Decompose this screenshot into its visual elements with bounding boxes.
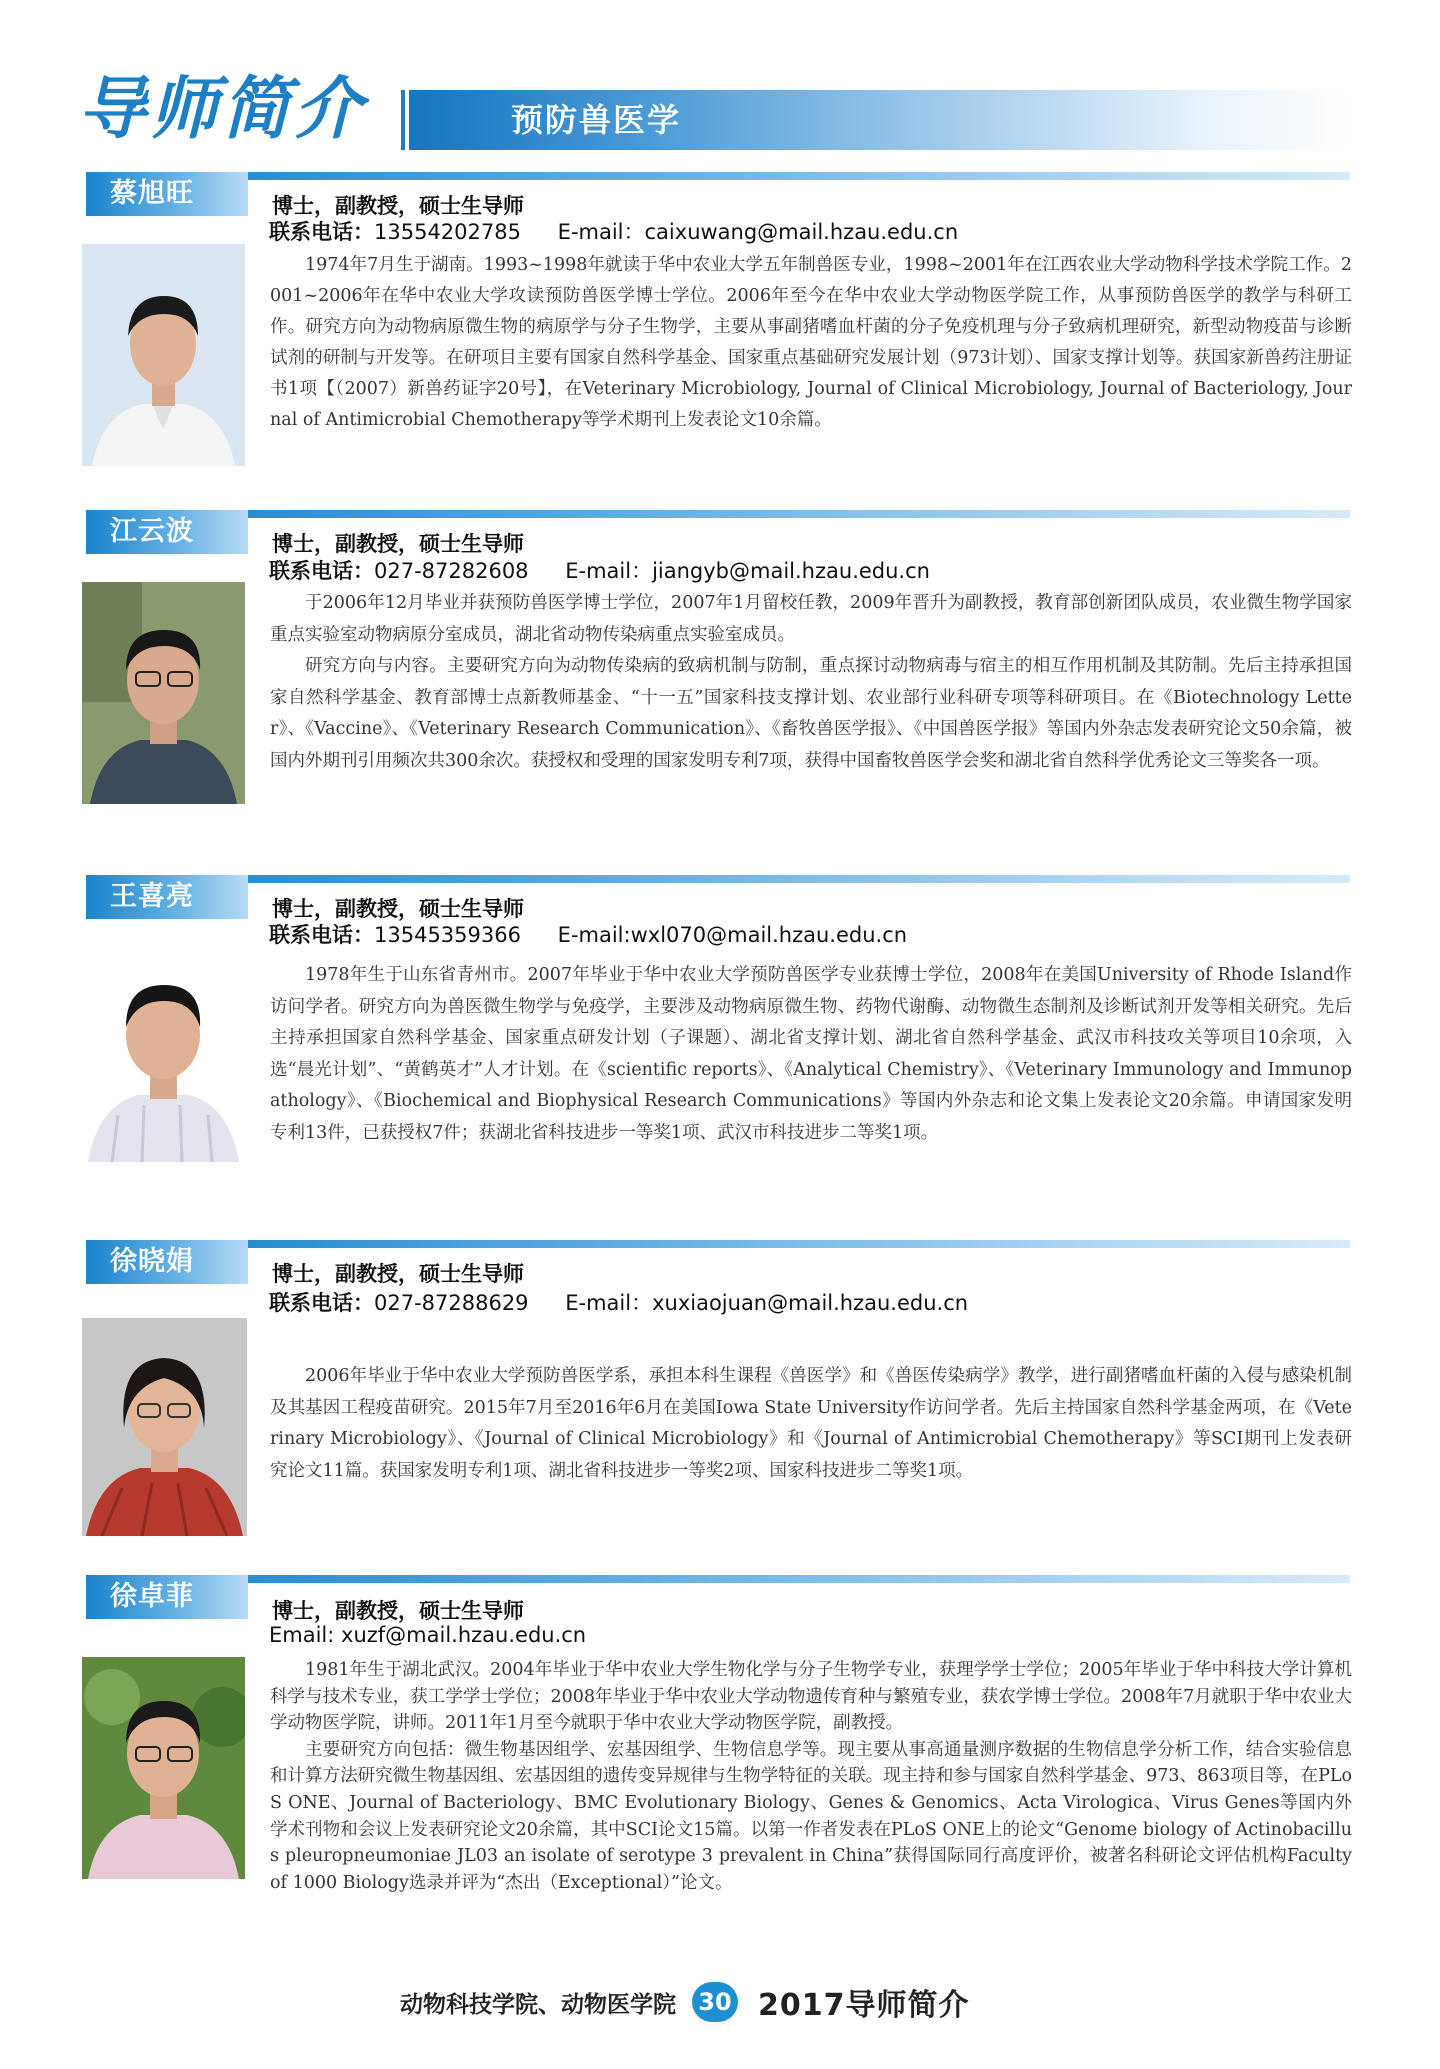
advisor-contact	[269, 216, 958, 246]
page-header	[78, 70, 1353, 150]
phone-label: 联系电话：	[269, 923, 374, 947]
portrait-photo	[82, 582, 245, 804]
advisor-bio	[270, 250, 1352, 436]
advisor-name: 蔡旭旺	[86, 172, 248, 216]
entry-rule	[184, 875, 1350, 883]
entry-rule	[184, 172, 1350, 180]
entry-rule	[184, 1575, 1350, 1583]
entry-rule	[184, 1240, 1350, 1248]
advisor-contact	[269, 555, 930, 585]
advisor-entry	[0, 1240, 1440, 1560]
bio-paragraph: 研究方向与内容。主要研究方向为动物传染病的致病机制与防制，重点探讨动物病毒与宿主的相互作用机制及其防制。先后主持承担国家自然科学基金、教育部博士点新教师基金、“十一五”国家科技支撑计划、农业部行业科研专项等科研项目。在《Biotechnology Letter》、《Vaccine》、《Veterinary Research Communication》、《畜牧兽医学报》、《中国兽医学报》等国内外杂志发表研究论文50余篇，被国内外期刊引用频次共300余次。获授权和受理的国家发明专利7项，获得中国畜牧兽医学会奖和湖北省自然科学优秀论文三等奖各一项。	[270, 656, 1352, 771]
portrait-photo	[82, 1657, 245, 1879]
portrait-photo	[82, 244, 245, 466]
advisor-contact	[269, 919, 907, 949]
advisor-name: 徐晓娟	[86, 1240, 248, 1284]
email-label: Email:	[269, 1623, 342, 1647]
page-footer	[0, 1980, 1440, 2028]
entry-rule	[184, 510, 1350, 518]
advisor-title: 博士，副教授，硕士生导师	[272, 1262, 524, 1286]
phone-number: 027-87282608	[374, 559, 529, 583]
email-address[interactable]: wxl070@mail.hzau.edu.cn	[630, 923, 908, 947]
advisor-bio	[270, 1361, 1352, 1487]
portrait-photo	[82, 1318, 247, 1536]
email-address[interactable]: jiangyb@mail.hzau.edu.cn	[652, 559, 930, 583]
email-label: E-mail:	[557, 923, 631, 947]
email-address[interactable]: xuxiaojuan@mail.hzau.edu.cn	[652, 1291, 969, 1315]
advisor-bio	[270, 1657, 1352, 1896]
phone-number: 13545359366	[374, 923, 521, 947]
advisor-name: 徐卓菲	[86, 1575, 248, 1619]
portrait-photo	[82, 582, 245, 804]
bio-paragraph: 主要研究方向包括：微生物基因组学、宏基因组学、生物信息学等。现主要从事高通量测序数据的生物信息学分析工作，结合实验信息和计算方法研究微生物基因组、宏基因组的遗传变异规律与生物学特征的关联。现主持和参与国家自然科学基金、973、863项目等，在PLoS ONE、Journal of Bacteriology、BMC Evolutionary Biology、Genes & Genomics、Acta Virologica、Virus Genes等国内外学术刊物和会议上发表研究论文20余篇，其中SCI论文15篇。以第一作者发表在PLoS ONE上的论文“Genome biology of Actinobacillus pleuropneumoniae JL03 an isolate of serotype 3 prevalent in China”获得国际同行高度评价，被著名科研论文评估机构Faculty of 1000 Biology选录并评为“杰出（Exceptional）”论文。	[270, 1739, 1352, 1893]
portrait-photo	[82, 1657, 245, 1879]
bio-paragraph: 2006年毕业于华中农业大学预防兽医学系，承担本科生课程《兽医学》和《兽医传染病学》教学，进行副猪嗜血杆菌的入侵与感染机制及其基因工程疫苗研究。2015年7月至2016年6月在美国Iowa State University作访问学者。先后主持国家自然科学基金两项，在《Veterinary Microbiology》、《Journal of Clinical Microbiology》和《Journal of Antimicrobial Chemotherapy》等SCI期刊上发表研究论文11篇。获国家发明专利1项、湖北省科技进步一等奖2项、国家科技进步二等奖1项。	[270, 1366, 1352, 1481]
footer-college: 动物科技学院、动物医学院	[400, 1992, 676, 2018]
email-address[interactable]: xuzf@mail.hzau.edu.cn	[341, 1623, 587, 1647]
header-separator	[401, 90, 405, 150]
advisor-entry	[0, 510, 1440, 840]
footer-title: 2017导师简介	[758, 1988, 970, 2023]
advisor-title: 博士，副教授，硕士生导师	[272, 532, 524, 556]
advisor-name: 江云波	[86, 510, 248, 554]
portrait-photo	[82, 955, 245, 1162]
section-subtitle: 预防兽医学	[511, 101, 682, 139]
phone-label: 联系电话：	[269, 559, 374, 583]
advisor-title: 博士，副教授，硕士生导师	[272, 897, 524, 921]
bio-paragraph: 于2006年12月毕业并获预防兽医学博士学位，2007年1月留校任教，2009年晋升为副教授，教育部创新团队成员，农业微生物学国家重点实验室动物病原分室成员，湖北省动物传染病重点实验室成员。	[270, 593, 1352, 645]
advisor-title: 博士，副教授，硕士生导师	[272, 194, 524, 218]
email-label: E-mail：	[557, 220, 645, 244]
advisor-title: 博士，副教授，硕士生导师	[272, 1599, 524, 1623]
phone-number: 13554202785	[374, 220, 521, 244]
page-title: 导师简介	[78, 70, 367, 149]
advisor-name: 王喜亮	[86, 875, 248, 919]
advisor-entry	[0, 172, 1440, 472]
bio-paragraph: 1981年生于湖北武汉。2004年毕业于华中农业大学生物化学与分子生物学专业，获理学学士学位；2005年毕业于华中科技大学计算机科学与技术专业，获工学学士学位；2008年毕业于华中农业大学动物遗传育种与繁殖专业，获农学博士学位。2008年7月就职于华中农业大学动物医学院，讲师。2011年1月至今就职于华中农业大学动物医学院，副教授。	[270, 1660, 1352, 1734]
portrait-photo	[82, 1318, 247, 1536]
advisor-entry	[0, 875, 1440, 1205]
phone-label: 联系电话：	[269, 1291, 374, 1315]
page-number-badge: 30	[692, 1982, 738, 2022]
advisor-contact	[269, 1623, 586, 1647]
bio-paragraph: 1974年7月生于湖南。1993~1998年就读于华中农业大学五年制兽医专业，1998~2001年在江西农业大学动物科学技术学院工作。2001~2006年在华中农业大学攻读预防兽医学博士学位。2006年至今在华中农业大学动物医学院工作，从事预防兽医学的教学与科研工作。研究方向为动物病原微生物的病原学与分子生物学，主要从事副猪嗜血杆菌的分子免疫机理与分子致病机理研究，新型动物疫苗与诊断试剂的研制与开发等。在研项目主要有国家自然科学基金、国家重点基础研究发展计划（973计划）、国家支撑计划等。获国家新兽药注册证书1项【（2007）新兽药证字20号】，在Veterinary Microbiology, Journal of Clinical Microbiology, Journal of Bacteriology, Journal of Antimicrobial Chemotherapy等学术期刊上发表论文10余篇。	[270, 255, 1352, 430]
email-label: E-mail：	[565, 559, 653, 583]
portrait-photo	[82, 244, 245, 466]
email-label: E-mail：	[565, 1291, 653, 1315]
portrait-photo	[82, 955, 245, 1162]
advisor-bio	[270, 960, 1352, 1149]
phone-label: 联系电话：	[269, 220, 374, 244]
advisor-bio	[270, 588, 1352, 777]
bio-paragraph: 1978年生于山东省青州市。2007年毕业于华中农业大学预防兽医学专业获博士学位，2008年在美国University of Rhode Island作访问学者。研究方向为兽医微生物学与免疫学，主要涉及动物病原微生物、药物代谢酶、动物微生态制剂及诊断试剂开发等相关研究。先后主持承担国家自然科学基金、国家重点研发计划（子课题）、湖北省支撑计划、湖北省自然科学基金、武汉市科技攻关等项目10余项，入选“晨光计划”、“黄鹤英才”人才计划。在《scientific reports》、《Analytical Chemistry》、《Veterinary Immunology and Immunopathology》、《Biochemical and Biophysical Research Communications》等国内外杂志和论文集上发表论文20余篇。申请国家发明专利13件，已获授权7件；获湖北省科技进步一等奖1项、武汉市科技进步二等奖1项。	[270, 965, 1352, 1143]
advisor-contact	[269, 1287, 968, 1317]
advisor-entry	[0, 1575, 1440, 1975]
phone-number: 027-87288629	[374, 1291, 529, 1315]
email-address[interactable]: caixuwang@mail.hzau.edu.cn	[644, 220, 959, 244]
